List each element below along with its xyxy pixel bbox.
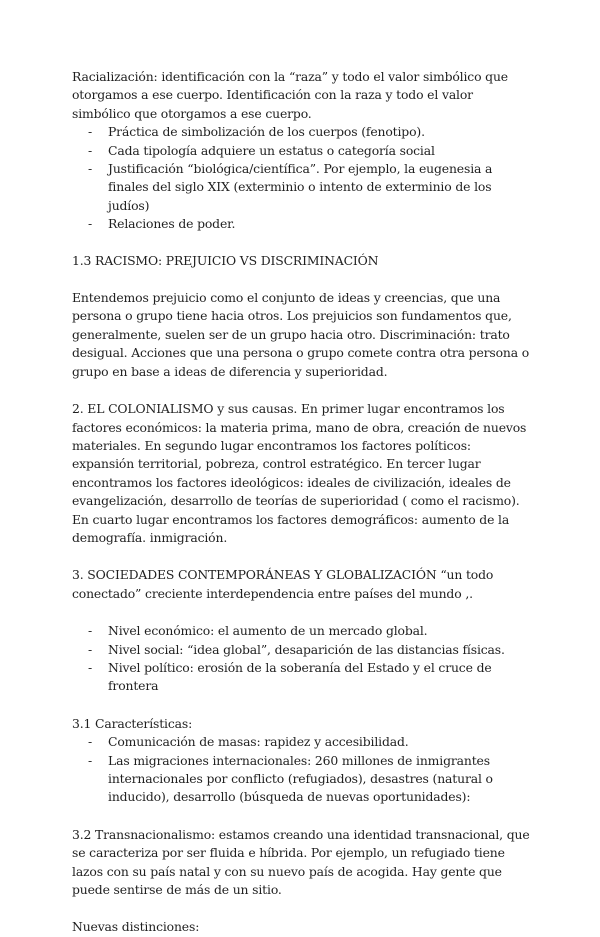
globalizacion-paragraph: 3. SOCIEDADES CONTEMPORÁNEAS Y GLOBALIZACIÓN “un todo conectado” creciente interdependencia entre países del mundo ,. xyxy=(72,567,494,601)
spacer xyxy=(72,696,532,715)
racializacion-paragraph: Racialización: identificación con la “raza” y todo el valor simbólico que otorgamos a ese cuerpo. Identificación con la raza y todo el valor simbólico que otorgamos a ese cuerpo. xyxy=(72,69,508,121)
list-item: - Práctica de simbolización de los cuerpos (fenotipo). xyxy=(72,123,532,141)
transnacionalismo-paragraph: 3.2 Transnacionalismo: estamos creando una identidad transnacional, que se caracteriza por ser fluida e híbrida. Por ejemplo, un refugiado tiene lazos con su país natal y con su nuevo país de acogida. Hay gente que puede sentirse de más de un sitio. xyxy=(72,826,530,898)
list-item: - Justificación “biológica/científica”. Por ejemplo, la eugenesia a finales del siglo XIX (exterminio o intento de exterminio de los judíos) xyxy=(72,160,532,215)
spacer xyxy=(72,381,532,400)
spacer xyxy=(72,807,532,826)
list-item: - Nivel político: erosión de la soberanía del Estado y el cruce de frontera xyxy=(72,659,532,696)
list-item: - Nivel económico: el aumento de un mercado global. xyxy=(72,622,532,640)
prejuicio-paragraph: Entendemos prejuicio como el conjunto de ideas y creencias, que una persona o grupo tiene hacia otros. Los prejuicios son fundamentos que, generalmente, suelen ser de un grupo hacia otro. Discriminación: trato desigual. Acciones que una persona o grupo comete contra otra persona o grupo en base a ideas de diferencia y superioridad. xyxy=(72,290,530,379)
section-heading-1-3: 1.3 RACISMO: PREJUICIO VS DISCRIMINACIÓN xyxy=(72,252,379,268)
colonialismo-paragraph: 2. EL COLONIALISMO y sus causas. En primer lugar encontramos los factores económicos: la materia prima, mano de obra, creación de nuevos materiales. En segundo lugar encontramos los factores políticos: expansión territorial, pobreza, control estratégico. En tercer lugar encontramos los factores ideológicos: ideales de civilización, ideales de evangelización, desarrollo de teorías de superioridad ( como el racismo). En cuarto lugar encontramos los factores demográficos: aumento de la demografía. inmigración. xyxy=(72,401,527,545)
list-item: - Las migraciones internacionales: 260 millones de inmigrantes internacionales por conflicto (refugiados), desastres (natural o inducido), desarrollo (búsqueda de nuevas oportunidades): xyxy=(72,752,532,807)
racializacion-list xyxy=(72,123,532,233)
document-page xyxy=(72,68,532,937)
spacer xyxy=(72,603,532,622)
list-item: - Relaciones de poder. xyxy=(72,215,532,233)
section-heading-3-1: 3.1 Características: xyxy=(72,715,193,731)
spacer xyxy=(72,899,532,918)
niveles-list xyxy=(72,622,532,696)
list-item: - Comunicación de masas: rapidez y accesibilidad. xyxy=(72,733,532,751)
spacer xyxy=(72,234,532,252)
spacer xyxy=(72,270,532,289)
spacer xyxy=(72,547,532,566)
caracteristicas-list xyxy=(72,733,532,807)
list-item: - Cada tipología adquiere un estatus o categoría social xyxy=(72,142,532,160)
list-item: - Nivel social: “idea global”, desaparición de las distancias físicas. xyxy=(72,641,532,659)
nuevas-distinciones-heading: Nuevas distinciones: xyxy=(72,919,200,935)
